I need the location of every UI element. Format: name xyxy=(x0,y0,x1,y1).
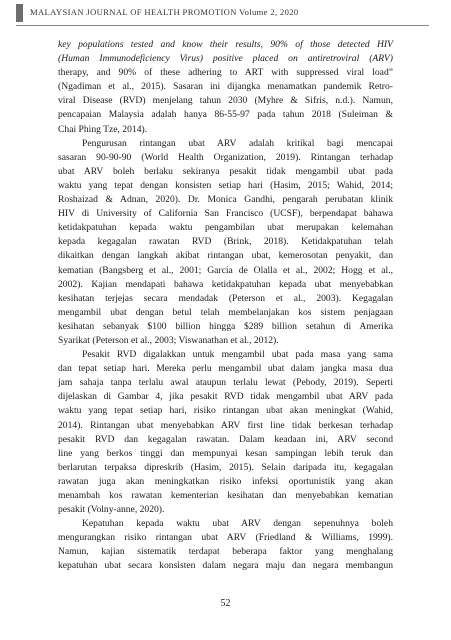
text-line: dan tepat setiap hari. Mereka perlu mengambil ubat dalam jangka masa dua xyxy=(58,363,393,375)
text-line: kesihatan terjejas secara mendadak (Peterson et al., 2003). Kegagalan xyxy=(58,292,393,304)
text-line: kesihatan sebanyak $100 billion hingga $289 billion setahun di Amerika xyxy=(58,320,393,332)
text-line: kepatuhan ubat secara konsisten dalam negara maju dan negara membangun xyxy=(58,560,393,572)
page-number: 52 xyxy=(220,598,231,609)
text-line: 2002). Kajian mendapati bahawa ketidakpatuhan kepada ubat menyebabkan xyxy=(58,278,393,290)
header-divider xyxy=(16,25,429,26)
text-line: viral Disease (RVD) menjelang tahun 2030 (Myhre & Sifris, n.d.). Namun, xyxy=(58,95,393,107)
text-line: Kepatuhan kepada waktu ubat ARV dengan sepenuhnya boleh xyxy=(82,518,393,530)
text-line: kepada kegagalan rawatan RVD (Brink, 2018). Ketidakpatuhan telah xyxy=(58,236,393,248)
text-line: 2014). Rintangan ubat menyebabkan ARV first line tidak berkesan terhadap xyxy=(58,419,393,431)
journal-header-title: MALAYSIAN JOURNAL OF HEALTH PROMOTION Volume 2, 2020 xyxy=(30,7,299,17)
text-line: ubat ARV boleh berlaku sekiranya pesakit tidak mengambil ubat pada xyxy=(58,165,393,177)
text-line: HIV di University of California San Francisco (UCSF), berpendapat bahawa xyxy=(58,208,393,220)
text-line: waktu yang tepat setiap hari, risiko rintangan ubat akan meningkat (Wahid, xyxy=(58,405,393,417)
text-line: jam sahaja tanpa terlalu awal ataupun terlalu lewat (Pebody, 2019). Seperti xyxy=(58,377,393,389)
text-line: Pengurusan rintangan ubat ARV adalah kritikal bagi mencapai xyxy=(82,137,393,149)
text-line: pesakit (Volny-anne, 2020). xyxy=(58,504,165,516)
text-line: Pesakit RVD digalakkan untuk mengambil ubat pada masa yang sama xyxy=(82,349,393,361)
text-line: line yang berkos tinggi dan mempunyai kesan sampingan lebih teruk dan xyxy=(58,447,393,459)
text-line: key populations tested and know their results, 90% of those detected HIV xyxy=(58,39,393,50)
text-line: waktu yang tepat dengan konsisten setiap hari (Hasim, 2015; Wahid, 2014; xyxy=(58,179,393,191)
text-line: dikaitkan dengan langkah akibat rintangan ubat, kemerosotan penyakit, dan xyxy=(58,250,393,262)
text-line: Syarikat (Peterson et al., 2003; Viswanathan et al., 2012). xyxy=(58,334,279,346)
text-line: rawatan juga akan meningkatkan risiko infeksi oportunistik yang akan xyxy=(58,475,393,487)
article-body-text xyxy=(58,38,393,574)
text-line: mengurangkan risiko rintangan ubat ARV (Friedland & Williams, 1999). xyxy=(58,532,393,544)
text-line: Namun, kajian sistematik terdapat beberapa faktor yang menghalang xyxy=(58,546,393,558)
text-line: kematian (Bangsberg et al., 2001; García de Olalla et al., 2002; Hogg et al., xyxy=(58,264,393,276)
text-line: berlarutan terpaksa dipreskrib (Hasim, 2015). Selain daripada itu, kegagalan xyxy=(58,461,393,473)
text-line: ketidakpatuhan kepada waktu pengambilan ubat merupakan kelemahan xyxy=(58,222,393,234)
text-line: menambah kos rawatan kementerian kesihatan dan menyebabkan kematian xyxy=(58,490,393,501)
text-line: Chai Phing Tze, 2014). xyxy=(58,123,148,135)
text-line: pesakit RVD dan kegagalan rawatan. Dalam keadaan ini, ARV second xyxy=(58,433,393,445)
text-line: dijelaskan di Gambar 4, jika pesakit RVD tidak mengambil ubat ARV pada xyxy=(58,391,393,403)
header-accent-bar xyxy=(16,4,23,22)
text-line: (Ngadiman et al., 2015). Sasaran ini dijangka menamatkan pandemik Retro- xyxy=(58,81,393,93)
text-line: mengambil ubat dengan betul telah membelanjakan kos sistem penjagaan xyxy=(58,306,393,318)
text-line: Roshaizad & Adnan, 2020). Dr. Monica Gandhi, pengarah perubatan klinik xyxy=(58,194,393,206)
text-line: (Human Immunodeficiency Virus) positive placed on antiretroviral (ARV) xyxy=(58,53,393,65)
text-line: therapy, and 90% of these adhering to ART with suppressed viral load” xyxy=(58,67,393,79)
text-line: pencapaian Malaysia adalah hanya 86-55-97 pada tahun 2018 (Suleiman & xyxy=(58,109,393,121)
text-line: sasaran 90-90-90 (World Health Organization, 2019). Rintangan terhadap xyxy=(58,151,393,163)
